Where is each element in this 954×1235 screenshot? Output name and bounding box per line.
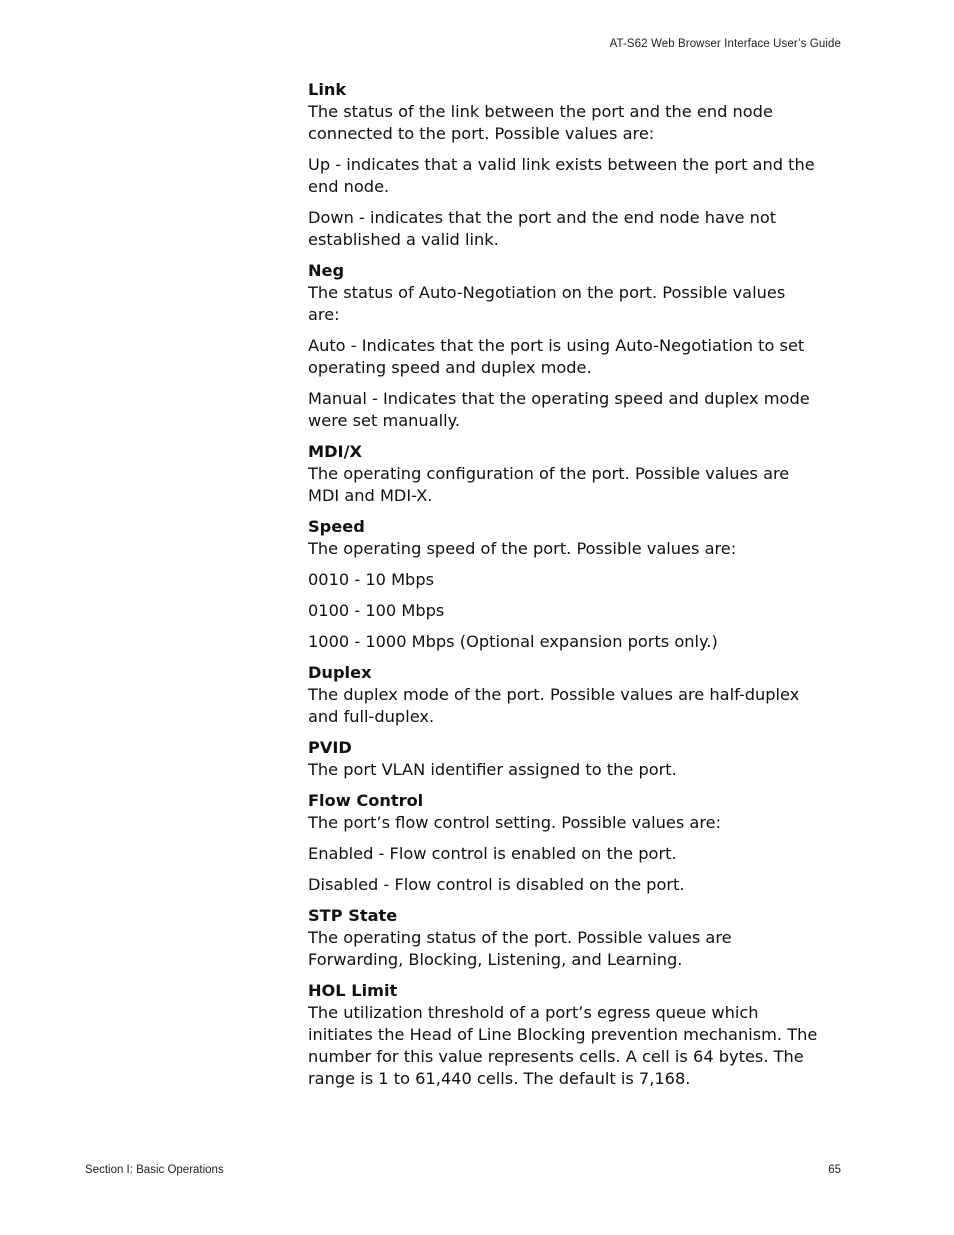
footer-section: Section I: Basic Operations — [85, 1164, 224, 1176]
field-hol-limit — [308, 980, 820, 1090]
field-term: STP State — [308, 906, 398, 925]
field-term: Flow Control — [308, 791, 424, 810]
field-mdix — [308, 441, 820, 507]
field-description: The port VLAN identifier assigned to the port. — [308, 760, 677, 779]
field-neg — [308, 260, 820, 432]
field-term: MDI/X — [308, 442, 362, 461]
field-link — [308, 79, 820, 251]
field-description: The operating speed of the port. Possible values are: — [308, 539, 737, 558]
field-stp-state — [308, 905, 820, 971]
field-value: 0100 - 100 Mbps — [308, 601, 445, 620]
field-flow-control — [308, 790, 820, 896]
field-duplex — [308, 662, 820, 728]
field-speed — [308, 516, 820, 653]
running-header: AT-S62 Web Browser Interface User’s Guide — [609, 38, 841, 50]
field-term: HOL Limit — [308, 981, 398, 1000]
field-term: Link — [308, 80, 347, 99]
field-description: The duplex mode of the port. Possible values are half-duplex and full-duplex. — [308, 685, 800, 726]
field-description: The operating status of the port. Possible values are Forwarding, Blocking, Listening, and Learning. — [308, 928, 732, 969]
field-term: Duplex — [308, 663, 372, 682]
field-description: The port’s flow control setting. Possible values are: — [308, 813, 722, 832]
field-value: Up - indicates that a valid link exists between the port and the end node. — [308, 155, 815, 196]
field-value: Enabled - Flow control is enabled on the port. — [308, 844, 677, 863]
field-value: Disabled - Flow control is disabled on the port. — [308, 875, 685, 894]
field-term: Neg — [308, 261, 345, 280]
field-description: The utilization threshold of a port’s egress queue which initiates the Head of Line Blocking prevention mechanism. The number for this value represents cells. A cell is 64 bytes. The range is 1 to 61,440 cells. The default is 7,168. — [308, 1003, 818, 1088]
field-definitions — [308, 79, 820, 1099]
field-pvid — [308, 737, 820, 781]
page-number: 65 — [828, 1164, 841, 1176]
field-value: Down - indicates that the port and the end node have not established a valid link. — [308, 208, 777, 249]
field-description: The operating configuration of the port. Possible values are MDI and MDI-X. — [308, 464, 790, 505]
field-value: Manual - Indicates that the operating speed and duplex mode were set manually. — [308, 389, 810, 430]
field-description: The status of the link between the port and the end node connected to the port. Possible values are: — [308, 102, 773, 143]
field-term: PVID — [308, 738, 352, 757]
field-term: Speed — [308, 517, 365, 536]
field-value: 1000 - 1000 Mbps (Optional expansion ports only.) — [308, 632, 718, 651]
field-description: The status of Auto-Negotiation on the port. Possible values are: — [308, 283, 786, 324]
field-value: 0010 - 10 Mbps — [308, 570, 435, 589]
field-value: Auto - Indicates that the port is using Auto-Negotiation to set operating speed and duplex mode. — [308, 336, 805, 377]
